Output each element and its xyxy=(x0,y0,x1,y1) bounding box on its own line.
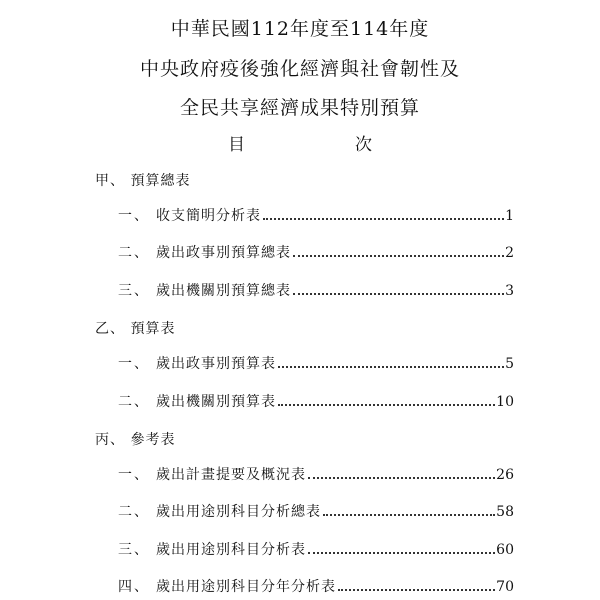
toc-entry-page-number: 2 xyxy=(505,245,514,261)
toc-entry-number: 一、 xyxy=(118,467,150,483)
toc-entry-label: 歲出政事別預算表 xyxy=(156,356,276,372)
toc-entry-label: 歲出用途別科目分析表 xyxy=(156,542,306,558)
toc-entry-number: 四、 xyxy=(118,579,150,595)
toc-heading-char-1: 目 xyxy=(228,135,245,155)
toc-entry[interactable] xyxy=(118,205,514,225)
toc-entry-number: 三、 xyxy=(118,542,150,558)
toc-entry-label: 歲出機關別預算總表 xyxy=(156,283,291,299)
toc-entry[interactable] xyxy=(118,391,514,411)
table-of-contents-heading xyxy=(0,130,600,155)
toc-entry-number: 二、 xyxy=(118,245,150,261)
document-title-line-2: 中央政府疫後強化經濟與社會韌性及 xyxy=(139,58,460,80)
toc-heading-char-2: 次 xyxy=(355,135,372,155)
document-title-line-3: 全民共享經濟成果特別預算 xyxy=(179,97,420,119)
toc-entry-number: 三、 xyxy=(118,283,150,299)
dot-leader xyxy=(308,476,495,479)
dot-leader xyxy=(308,551,495,554)
dot-leader xyxy=(293,292,504,295)
toc-entry-page-number: 5 xyxy=(505,356,514,372)
toc-entry-page-number: 3 xyxy=(505,283,514,299)
toc-entry-page-number: 70 xyxy=(496,579,514,595)
toc-entry-page-number: 1 xyxy=(505,208,514,224)
toc-entry-label: 歲出機關別預算表 xyxy=(156,394,276,410)
dot-leader xyxy=(338,588,495,591)
dot-leader xyxy=(278,365,504,368)
toc-entry[interactable] xyxy=(118,353,514,373)
toc-entry-label: 歲出政事別預算總表 xyxy=(156,245,291,261)
toc-entry-number: 二、 xyxy=(118,394,150,410)
toc-entry-number: 一、 xyxy=(118,208,150,224)
toc-entry[interactable] xyxy=(118,539,514,559)
toc-entry[interactable] xyxy=(118,242,514,262)
toc-entry-page-number: 60 xyxy=(496,542,514,558)
toc-entry-label: 收支簡明分析表 xyxy=(156,208,261,224)
dot-leader xyxy=(278,403,495,406)
toc-entry[interactable] xyxy=(118,464,514,484)
document-title-line-1: 中華民國112年度至114年度 xyxy=(170,18,430,40)
section-heading-bing: 丙、 參考表 xyxy=(95,432,176,448)
toc-entry-page-number: 10 xyxy=(496,394,514,410)
dot-leader xyxy=(263,217,504,220)
toc-entry-page-number: 26 xyxy=(496,467,514,483)
toc-entry-label: 歲出用途別科目分年分析表 xyxy=(156,579,336,595)
section-heading-yi: 乙、 預算表 xyxy=(95,321,176,337)
toc-entry[interactable] xyxy=(118,501,514,521)
toc-entry-label: 歲出計畫提要及概況表 xyxy=(156,467,306,483)
toc-entry[interactable] xyxy=(118,576,514,596)
section-heading-jia: 甲、 預算總表 xyxy=(95,173,191,189)
toc-entry-number: 一、 xyxy=(118,356,150,372)
toc-entry-label: 歲出用途別科目分析總表 xyxy=(156,504,321,520)
toc-entry[interactable] xyxy=(118,280,514,300)
dot-leader xyxy=(323,513,495,516)
toc-entry-page-number: 58 xyxy=(496,504,514,520)
toc-entry-number: 二、 xyxy=(118,504,150,520)
dot-leader xyxy=(293,254,504,257)
